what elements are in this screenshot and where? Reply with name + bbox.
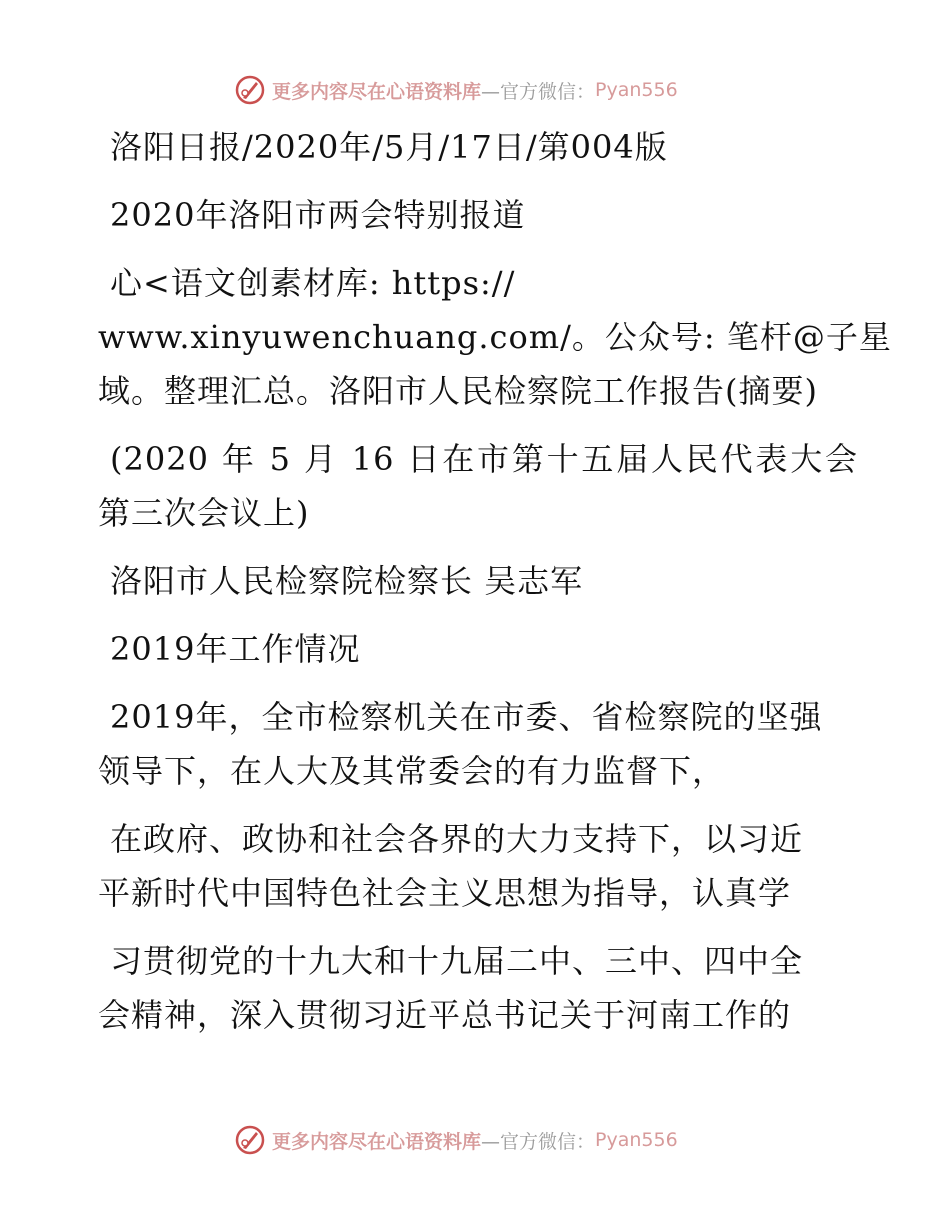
watermark-header [234, 72, 678, 108]
author-line: 洛阳市人民检察院检察长 吴志军 [110, 562, 584, 600]
watermark-separator: —官方微信： [481, 80, 596, 103]
watermark-footer [234, 1122, 678, 1158]
paragraph-line: 平新时代中国特色社会主义思想为指导，认真学 [98, 874, 792, 912]
watermark-text: 更多内容尽在心语资料库 [272, 1130, 482, 1153]
paragraph-line: 2019年，全市检察机关在市委、省检察院的坚强 [110, 698, 823, 736]
subsection-heading: 2019年工作情况 [110, 630, 361, 668]
paragraph-line: 领导下，在人大及其常委会的有力监督下， [98, 752, 726, 790]
watermark-wechat-id: Pyan556 [595, 1129, 678, 1151]
paragraph-line: www.xinyuwenchuang.com/。公众号: 笔杆@子星 [98, 318, 892, 356]
source-line: 洛阳日报/2020年/5月/17日/第004版 [110, 128, 668, 166]
quill-seal-icon [234, 74, 266, 106]
watermark-separator: —官方微信： [481, 1130, 596, 1153]
quill-seal-icon [234, 1124, 266, 1156]
document-body [98, 120, 892, 1042]
paragraph-line: 第三次会议上) [98, 494, 310, 532]
paragraph-line: 习贯彻党的十九大和十九届二中、三中、四中全 [110, 942, 804, 980]
paragraph-line: (2020 年 5 月 16 日在市第十五届人民代表大会 [110, 440, 858, 478]
section-heading: 2020年洛阳市两会特别报道 [110, 196, 526, 234]
watermark-wechat-id: Pyan556 [595, 79, 678, 101]
paragraph-line: 会精神，深入贯彻习近平总书记关于河南工作的 [98, 996, 792, 1034]
watermark-text: 更多内容尽在心语资料库 [272, 80, 482, 103]
paragraph-line: 在政府、政协和社会各界的大力支持下，以习近 [110, 820, 804, 858]
paragraph-line: 域。整理汇总。洛阳市人民检察院工作报告(摘要) [98, 372, 818, 410]
paragraph-line: 心<语文创素材库: https:// [110, 264, 516, 302]
